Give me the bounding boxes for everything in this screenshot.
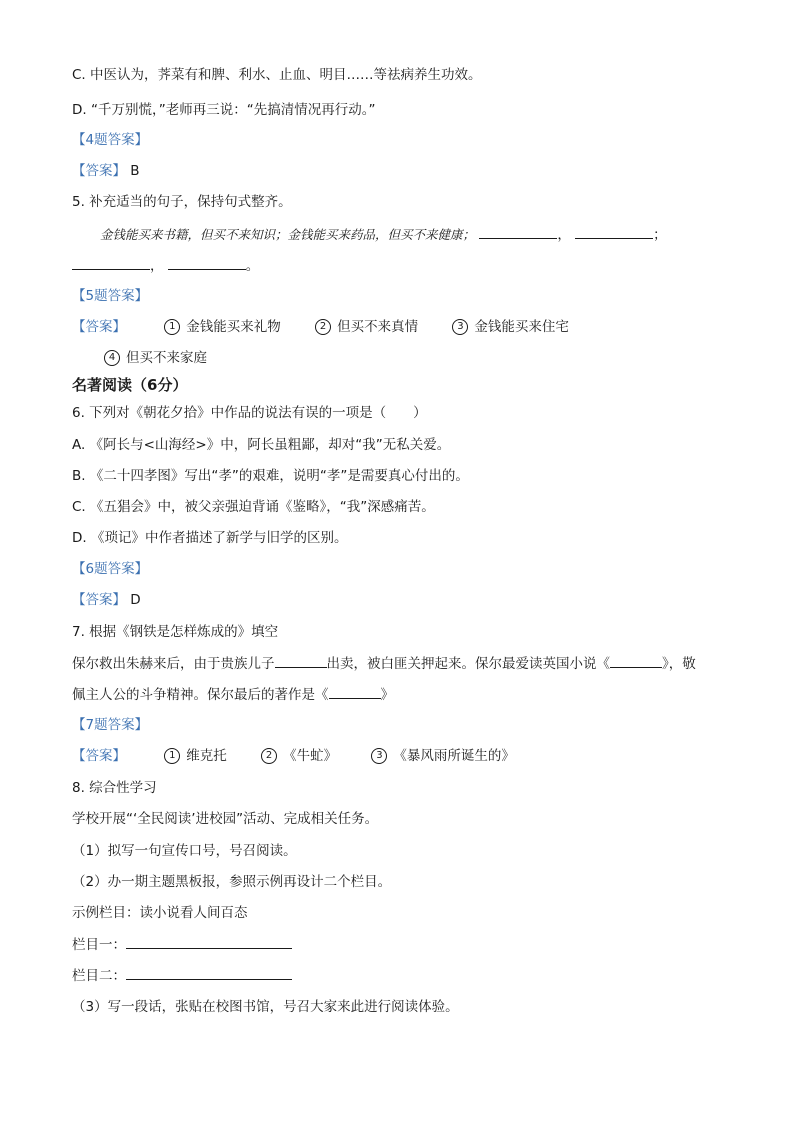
column-label: 栏目一： <box>72 937 126 953</box>
q8-column-1 <box>72 935 292 954</box>
q4-answer <box>72 162 140 180</box>
q6-option-b: B. 《二十四孝图》写出“孝”的艰难，说明“孝”是需要真心付出的。 <box>72 468 469 484</box>
answer-text: 金钱能买来住宅 <box>474 319 569 335</box>
answer-value: D <box>130 592 141 608</box>
q5-example-line <box>100 225 667 244</box>
answer-blank[interactable] <box>479 225 557 239</box>
q7-line-2 <box>72 685 394 704</box>
q6-answer <box>72 591 141 609</box>
q5-answer-header: 【5题答案】 <box>72 288 149 304</box>
answer-blank[interactable] <box>126 935 292 949</box>
circled-number: 2 <box>315 319 331 335</box>
q8-column-2 <box>72 966 292 985</box>
text-segment: 佩主人公的斗争精神。保尔最后的著作是《 <box>72 687 329 703</box>
q5-blank-line <box>72 256 259 275</box>
answer-tag: 【答案】 <box>72 592 126 608</box>
answer-tag: 【答案】 <box>72 748 126 764</box>
q5-example: 金钱能买来书籍，但买不来知识；金钱能买来药品，但买不来健康； <box>100 227 476 242</box>
answer-tag: 【答案】 <box>72 163 126 179</box>
q4-option-c: C. 中医认为，荠菜有和脾、利水、止血、明目……等祛病养生功效。 <box>72 67 482 83</box>
answer-blank[interactable] <box>275 654 327 668</box>
punctuation: ， <box>557 227 571 243</box>
answer-item <box>261 747 337 765</box>
q8-stem: 8. 综合性学习 <box>72 780 157 796</box>
q6-option-a: A. 《阿长与<山海经>》中，阿长虽粗鄙，却对“我”无私关爱。 <box>72 437 451 453</box>
q6-answer-header: 【6题答案】 <box>72 561 149 577</box>
answer-text: 但买不来家庭 <box>126 350 207 366</box>
answer-tag: 【答案】 <box>72 319 126 335</box>
answer-blank[interactable] <box>126 966 292 980</box>
punctuation: 。 <box>245 258 260 274</box>
answer-item <box>164 747 227 765</box>
circled-number: 2 <box>261 748 277 764</box>
q5-stem: 5. 补充适当的句子，保持句式整齐。 <box>72 194 292 210</box>
q8-example: 示例栏目：读小说看人间百态 <box>72 905 248 921</box>
answer-blank[interactable] <box>72 256 150 270</box>
answer-blank[interactable] <box>329 685 381 699</box>
text-segment: 出卖，被白匪关押起来。保尔最爱读英国小说《 <box>326 656 610 672</box>
q8-sub3: （3）写一段话，张贴在校图书馆，号召大家来此进行阅读体验。 <box>72 999 459 1015</box>
q7-stem: 7. 根据《钢铁是怎样炼成的》填空 <box>72 624 279 640</box>
answer-text: 维克托 <box>186 748 227 764</box>
q6-option-c: C. 《五猖会》中，被父亲强迫背诵《鉴略》，“我”深感痛苦。 <box>72 499 435 515</box>
answer-item <box>452 318 569 336</box>
q8-sub2: （2）办一期主题黑板报，参照示例再设计二个栏目。 <box>72 874 392 890</box>
q4-answer-header: 【4题答案】 <box>72 132 149 148</box>
punctuation: ； <box>653 227 667 243</box>
answer-blank[interactable] <box>610 654 662 668</box>
q6-stem: 6. 下列对《朝花夕拾》中作品的说法有误的一项是（ ） <box>72 405 427 421</box>
punctuation: ， <box>150 258 164 274</box>
q8-intro: 学校开展“‘全民阅读’进校园”活动、完成相关任务。 <box>72 811 379 827</box>
answer-item <box>104 349 207 367</box>
answer-item <box>164 318 281 336</box>
circled-number: 1 <box>164 748 180 764</box>
answer-text: 《牛虻》 <box>283 748 338 764</box>
answer-item <box>371 747 515 765</box>
circled-number: 3 <box>371 748 387 764</box>
circled-number: 1 <box>164 319 180 335</box>
section-title: 名著阅读（6分） <box>72 376 188 394</box>
column-label: 栏目二： <box>72 968 126 984</box>
q8-sub1: （1）拟写一句宣传口号，号召阅读。 <box>72 843 297 859</box>
answer-blank[interactable] <box>575 225 653 239</box>
text-segment: 》 <box>380 687 394 703</box>
answer-item <box>315 318 418 336</box>
answer-text: 但买不来真情 <box>337 319 419 335</box>
q7-answer-header: 【7题答案】 <box>72 717 149 733</box>
circled-number: 4 <box>104 350 120 366</box>
answer-value: B <box>130 163 140 179</box>
q7-line-1 <box>72 654 696 673</box>
q6-option-d: D. 《琐记》中作者描述了新学与旧学的区别。 <box>72 530 348 546</box>
answer-text: 金钱能买来礼物 <box>186 319 281 335</box>
q7-answers <box>72 747 515 765</box>
q4-option-d: D. “千万别慌，”老师再三说：“先搞清情况再行动。” <box>72 102 376 118</box>
text-segment: 》，敬 <box>662 656 696 672</box>
circled-number: 3 <box>452 319 468 335</box>
answer-blank[interactable] <box>168 256 246 270</box>
text-segment: 保尔救出朱赫来后，由于贵族儿子 <box>72 656 275 672</box>
answer-text: 《暴风雨所诞生的》 <box>393 748 515 764</box>
q5-answers <box>72 318 569 336</box>
